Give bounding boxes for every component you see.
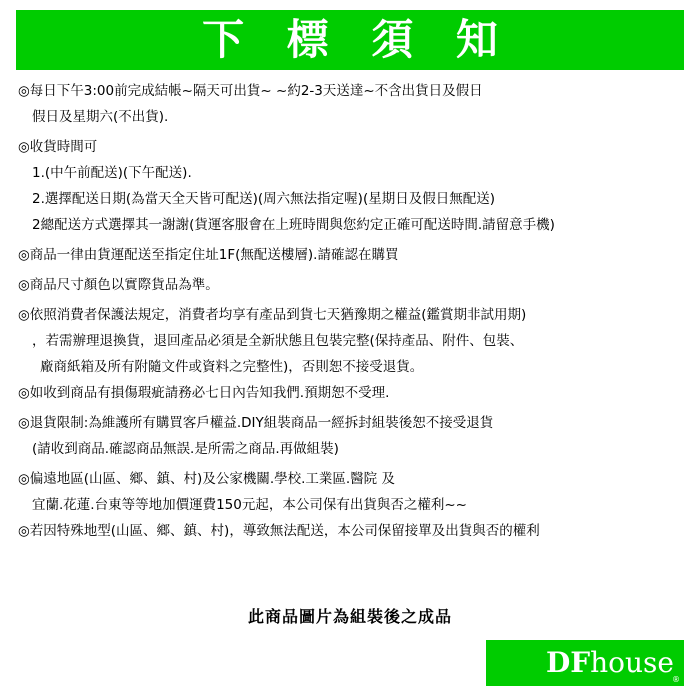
terms-line: ◎商品一律由貨運配送至指定住址1F(無配送樓層).請確認在購買 [18,247,399,263]
header-banner [16,10,684,70]
terms-line: 假日及星期六(不出貨). [32,109,169,125]
terms-line: 廠商紙箱及所有附隨文件或資料之完整性)，否則恕不接受退貨。 [40,359,424,375]
terms-line: 2總配送方式選擇其一謝謝(貨運客服會在上班時間與您約定正確可配送時間.請留意手機) [32,217,555,233]
brand-logo-text [545,646,674,679]
terms-line: ◎商品尺寸顏色以實際貨品為準。 [18,277,219,293]
terms-line: ，若需辦理退換貨，退回產品必須是全新狀態且包裝完整(保持產品、附件、包裝、 [32,333,524,349]
terms-line: 宜蘭.花蓮.台東等等地加價運費150元起，本公司保有出貨與否之權利~~ [32,497,467,513]
terms-line: ◎如收到商品有損傷瑕疵請務必七日內告知我們.預期恕不受理. [18,385,390,401]
page-title: 下 標 須 知 [202,15,512,64]
terms-line: ◎退貨限制:為維護所有購買客戶權益.DIY組裝商品一經拆封組裝後恕不接受退貨 [18,415,494,431]
brand-name-bold: DF [545,646,591,679]
registered-trademark-icon: ® [672,675,680,684]
terms-line: ◎每日下午3:00前完成結帳~隔天可出貨~ ~約2-3天送達~不含出貨日及假日 [18,83,483,99]
terms-line: ◎偏遠地區(山區、鄉、鎮、村)及公家機關.學校.工業區.醫院 及 [18,471,395,487]
terms-line: ◎若因特殊地型(山區、鄉、鎮、村)，導致無法配送，本公司保留接單及出貨與否的權利 [18,523,540,539]
brand-logo [486,640,684,686]
brand-name-thin: house [590,646,674,679]
terms-line: ◎收貨時間可 [18,139,98,155]
product-note: 此商品圖片為組裝後之成品 [247,607,452,626]
terms-line: (請收到商品.確認商品無誤.是所需之商品.再做組裝) [32,441,339,457]
terms-line: ◎依照消費者保護法規定，消費者均享有產品到貨七天猶豫期之權益(鑑賞期非試用期) [18,307,527,323]
terms-list [18,78,686,544]
terms-line: 2.選擇配送日期(為當天全天皆可配送)(周六無法指定喔)(星期日及假日無配送) [32,191,495,207]
terms-line: 1.(中午前配送)(下午配送). [32,165,192,181]
